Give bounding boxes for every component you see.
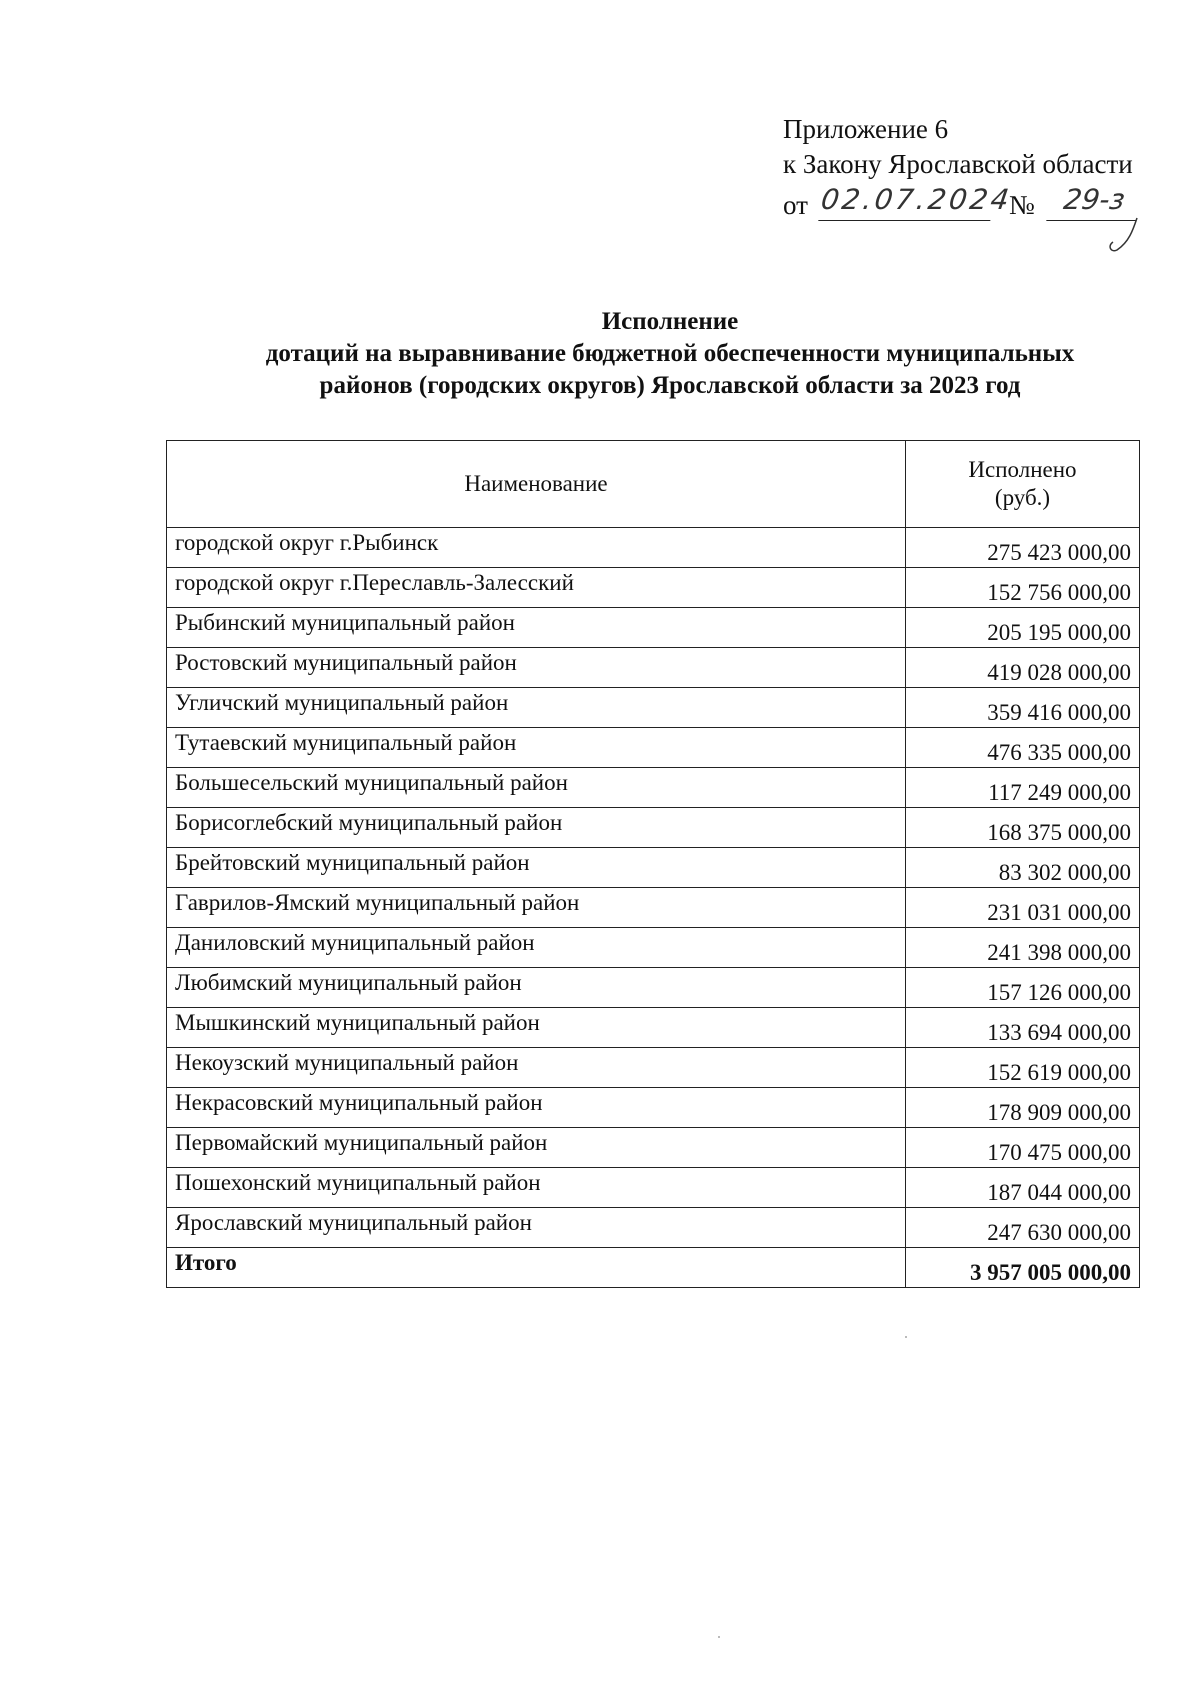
row-value: 170 475 000,00	[906, 1128, 1140, 1168]
document-title	[150, 306, 1190, 402]
table-row	[167, 608, 1140, 648]
row-value: 152 756 000,00	[906, 568, 1140, 608]
appendix-header	[783, 112, 1133, 228]
subsidies-table	[166, 440, 1140, 1288]
column-header-value-line2: (руб.)	[994, 485, 1051, 510]
table-header-row	[167, 441, 1140, 528]
total-value: 3 957 005 000,00	[906, 1248, 1140, 1288]
title-line-2: дотаций на выравнивание бюджетной обеспеченности муниципальных	[265, 340, 1075, 367]
row-value: 187 044 000,00	[906, 1168, 1140, 1208]
row-name: Борисоглебский муниципальный район	[167, 808, 906, 848]
row-name: Угличский муниципальный район	[167, 688, 906, 728]
row-value: 275 423 000,00	[906, 528, 1140, 568]
title-line-1: Исполнение	[601, 308, 739, 335]
number-label: №	[1009, 190, 1035, 220]
table-row	[167, 768, 1140, 808]
table-row	[167, 928, 1140, 968]
row-value: 117 249 000,00	[906, 768, 1140, 808]
title-line-3: районов (городских округов) Ярославской области за 2023 год	[319, 372, 1021, 399]
table-row	[167, 528, 1140, 568]
table-row	[167, 1088, 1140, 1128]
row-name: Большесельский муниципальный район	[167, 768, 906, 808]
row-name: Некоузский муниципальный район	[167, 1048, 906, 1088]
table-row	[167, 648, 1140, 688]
handwritten-number: 29-з	[1046, 182, 1141, 221]
table-row	[167, 848, 1140, 888]
row-name: Пошехонский муниципальный район	[167, 1168, 906, 1208]
row-name: Мышкинский муниципальный район	[167, 1008, 906, 1048]
row-name: Даниловский муниципальный район	[167, 928, 906, 968]
row-value: 476 335 000,00	[906, 728, 1140, 768]
table-row	[167, 808, 1140, 848]
table-row	[167, 688, 1140, 728]
table-row	[167, 1048, 1140, 1088]
row-name: городской округ г.Переславль-Залесский	[167, 568, 906, 608]
row-value: 359 416 000,00	[906, 688, 1140, 728]
row-value: 205 195 000,00	[906, 608, 1140, 648]
row-value: 133 694 000,00	[906, 1008, 1140, 1048]
row-value: 178 909 000,00	[906, 1088, 1140, 1128]
table-row	[167, 728, 1140, 768]
table-row	[167, 1168, 1140, 1208]
table-row	[167, 888, 1140, 928]
row-value: 83 302 000,00	[906, 848, 1140, 888]
row-value: 152 619 000,00	[906, 1048, 1140, 1088]
column-header-value	[906, 441, 1140, 528]
table-body	[167, 528, 1140, 1248]
appendix-law-reference: к Закону Ярославской области	[783, 149, 1133, 179]
column-header-name: Наименование	[167, 441, 906, 528]
row-value: 247 630 000,00	[906, 1208, 1140, 1248]
row-name: Тутаевский муниципальный район	[167, 728, 906, 768]
scan-speck	[905, 1336, 907, 1338]
row-name: Гаврилов-Ямский муниципальный район	[167, 888, 906, 928]
row-value: 168 375 000,00	[906, 808, 1140, 848]
row-value: 231 031 000,00	[906, 888, 1140, 928]
row-name: городской округ г.Рыбинск	[167, 528, 906, 568]
row-value: 241 398 000,00	[906, 928, 1140, 968]
row-name: Рыбинский муниципальный район	[167, 608, 906, 648]
total-label: Итого	[167, 1248, 906, 1288]
row-name: Первомайский муниципальный район	[167, 1128, 906, 1168]
row-name: Любимский муниципальный район	[167, 968, 906, 1008]
row-value: 419 028 000,00	[906, 648, 1140, 688]
handwritten-date: 02.07.2024	[818, 182, 995, 221]
law-date-number-line	[783, 182, 1133, 228]
table-row	[167, 1208, 1140, 1248]
table-row	[167, 568, 1140, 608]
table-row	[167, 1008, 1140, 1048]
table-row	[167, 1128, 1140, 1168]
handwritten-stroke-icon	[1103, 216, 1143, 256]
row-name: Ярославский муниципальный район	[167, 1208, 906, 1248]
from-label: от	[783, 190, 808, 220]
total-row	[167, 1248, 1140, 1288]
column-header-value-line1: Исполнено	[968, 457, 1077, 482]
row-name: Ростовский муниципальный район	[167, 648, 906, 688]
row-name: Некрасовский муниципальный район	[167, 1088, 906, 1128]
row-name: Брейтовский муниципальный район	[167, 848, 906, 888]
appendix-number: Приложение 6	[783, 114, 949, 144]
row-value: 157 126 000,00	[906, 968, 1140, 1008]
scan-speck	[718, 1636, 720, 1638]
table-row	[167, 968, 1140, 1008]
